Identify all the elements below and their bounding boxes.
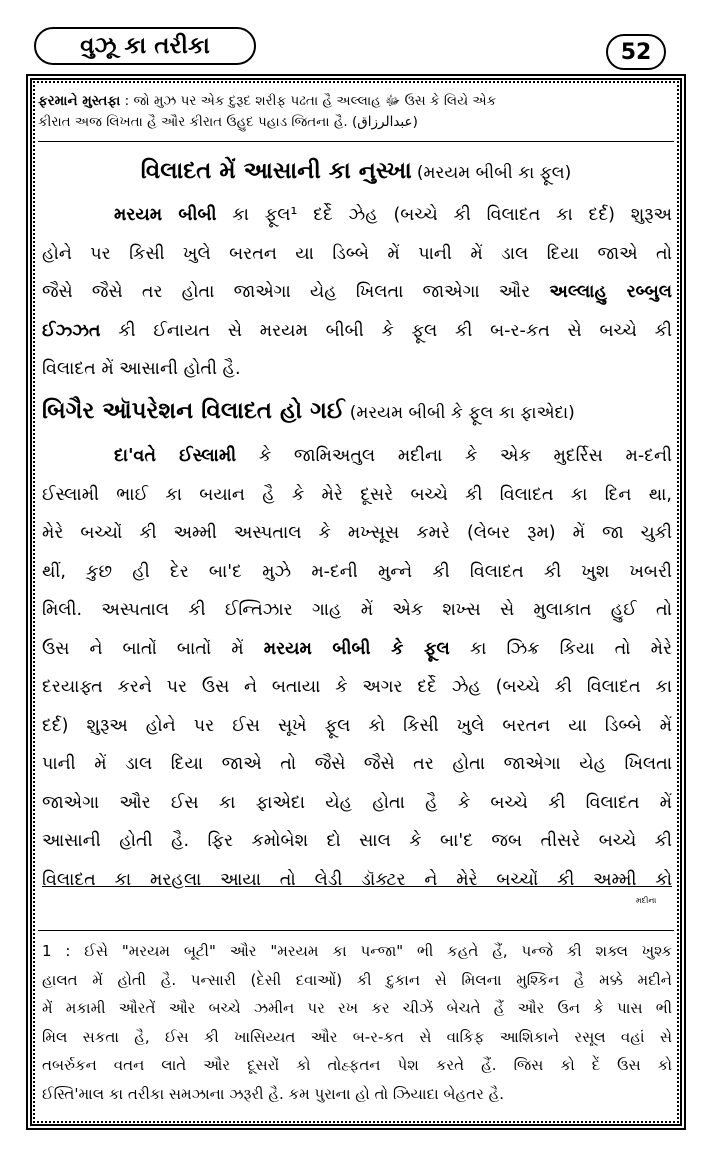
line-text: દર્દ) શુરૂઅ હોને પર ઈસ સૂખે ફૂલ કો કિસી ખુલે બરતન યા ડિબ્બે મેં: [42, 715, 672, 736]
section1-heading: [40, 158, 672, 184]
hadith-text-1: : જો મુઝ પર એક દુરૂદ શરીફ પઢતા હૈ અલ્લાહ ﷻ ઉસ કે લિયે એક: [124, 93, 497, 109]
page-number-badge: [606, 34, 666, 70]
section2-body: [42, 437, 672, 899]
line-text: કા ઝિક્ર કિયા તો મેરે: [449, 638, 672, 659]
line-text: વિલાદત કા મરહલા આયા તો લેડી ડૉક્ટર ને મેરે બચ્ચોં કી અમ્મી કો: [42, 869, 672, 890]
line-text: મેરે બચ્ચોં કી અમ્મી અસ્પતાલ કે મખ્સૂસ કમરે (લેબર રૂમ) મેં જા ચુકી: [42, 523, 672, 543]
page-number: 52: [620, 39, 652, 65]
section1-heading-main: વિલાદત મેં આસાની કા નુસ્ખા: [140, 158, 412, 184]
line-text: પાની મેં ડાલ દિયા જાએ તો જૈસે જૈસે તર હોતા જાએગા યેહ ખિલતા: [42, 754, 672, 774]
line-text: કે જામિઅતુલ મદીના કે એક મુદર્રિસ મ-દની: [236, 446, 672, 466]
text-line: [42, 273, 672, 312]
line-text: મિલી. અસ્પતાલ કી ઈન્તિઝાર ગાહ મેં એક શખ્સ સે મુલાકાત હુઈ તો: [42, 600, 672, 620]
footnote-line: 1 : ઈસે "મરયમ બૂટી" ઔર "મરયમ કા પન્જા" ભી કહતે હૈં, પન્જે કી શક્લ ખુશ્ક: [42, 942, 672, 960]
text-line: [42, 476, 672, 515]
line-text: દરયાફ્ત કરને પર ઉસ ને બતાયા કે અગર દર્દે ઝેહ (બચ્ચે કી વિલાદત કા: [42, 677, 672, 697]
footnote-line: હાલત મેં હોતી હૈ. પન્સારી (દેસી દવાઓં) કી દુકાન સે મિલના મુશ્કિન હૈ મક્કે મદીને: [42, 970, 672, 989]
bold-phrase: દા'વતે ઈસ્લામી: [114, 446, 237, 466]
hadith-text-2: કીરાત અજ લિખતા હૈ ઔર કીરાત ઉહુદ પહાડ જિતના હૈ. (عبدالرزاق): [38, 114, 418, 130]
hadith-line-2: [38, 112, 674, 133]
text-line: [42, 591, 672, 630]
bold-phrase: મરયમ બીબી કે ફૂલ: [263, 638, 450, 659]
text-line: [42, 861, 672, 900]
text-line: [42, 235, 672, 274]
text-line: [42, 514, 672, 553]
line-text: થીં, કુછ હી દેર બા'દ મુઝે મ-દની મુન્ને કી વિલાદત કી ખુશ ખબરી: [42, 561, 672, 582]
line-text: કી ઈનાયત સે મરયમ બીબી કે ફૂલ કી બ-ર-કત સે બચ્ચે કી: [100, 320, 672, 341]
footnote-line: ઈસ્તિ'માલ કા તરીકા સમઝાના ઝરૂરી હૈ. કમ પુરાના હો તો ઝિયાદા બેહતર હૈ.: [42, 1084, 505, 1103]
text-line: [42, 745, 672, 784]
text-line: [42, 822, 672, 861]
line-text: કા ફૂલ¹ દર્દે ઝેહ (બચ્ચે કી વિલાદત કા દર્દ) શુરૂઅ: [216, 205, 672, 225]
bold-phrase: મરયમ બીબી: [114, 205, 217, 225]
section2-heading: [42, 398, 674, 424]
section2-heading-sub: (મરયમ બીબી કે ફૂલ કા ફાએદા): [349, 403, 575, 423]
line-text: જૈસે જૈસે તર હોતા જાએગા યેહ ખિલતા જાએગા ઔર: [42, 282, 550, 302]
text-line: [42, 668, 672, 707]
line-text: ઈસ્લામી ભાઈ કા બયાન હૈ કે મેરે દૂસરે બચ્ચે કી વિલાદત કા દિન થા,: [42, 484, 672, 505]
text-line: [42, 784, 672, 823]
line-text: ઉસ ને બાતોં બાતોં મેં: [42, 638, 264, 659]
text-line: [42, 196, 672, 235]
section1-body: [42, 196, 672, 389]
line-text: આસાની હોતી હૈ. ફિર કમોબેશ દો સાલ કે બા'દ જબ તીસરે બચ્ચે કી: [42, 831, 672, 851]
text-line: [42, 707, 672, 746]
section1-heading-sub: (મરયમ બીબી કા ફૂલ): [416, 163, 572, 183]
section2-heading-main: બિગૈર ઑપરેશન વિલાદત હો ગઈ: [42, 398, 345, 424]
footnote: [42, 937, 672, 1108]
hadith-line-1: [38, 91, 674, 112]
line-text: હોને પર કિસી ખુલે બરતન યા ડિબ્બે મેં પાની મેં ડાલ દિયા જાએ તો: [42, 243, 672, 264]
hadith-box: [38, 91, 674, 133]
text-line: [42, 312, 672, 351]
text-line: [42, 350, 672, 389]
catchword: મદીના: [636, 896, 657, 905]
hadith-separator: [38, 141, 674, 142]
text-line: [42, 437, 672, 476]
bold-phrase: ઈઝ્ઝત: [42, 320, 101, 341]
bold-phrase: અલ્લાહુ રબ્બુલ: [549, 282, 672, 302]
footnote-line: મિલ સકતા હૈ, ઈસ કી ખાસિય્યત ઔર બ-ર-કત સે વાકિફ આશિકાને રસૂલ વહાં સે: [42, 1027, 672, 1046]
text-line: [42, 630, 672, 669]
footnote-line: તબર્રુકન વતન લાતે ઔર દૂસરોં કો તોહ્ફતન પેશ કરતે હૈં. જિસ કો દેં ઉસ કો: [42, 1056, 672, 1074]
line-text: જાએગા ઔર ઈસ કા ફાએદા યેહ હોતા હૈ કે બચ્ચે કી વિલાદત મેં: [42, 792, 672, 813]
book-title: વુઝૂ કા તરીકા: [80, 33, 210, 59]
footnote-separator: [38, 930, 674, 931]
text-line: [42, 553, 672, 592]
line-text: વિલાદત મેં આસાની હોતી હૈ.: [42, 359, 241, 379]
book-title-badge: [34, 27, 256, 65]
footnote-line: મેં મકામી ઔરતેં ઔર બચ્ચે ઝમીન પર રખ કર ચીઝેં બેચતે હૈં ઔર ઉન કે પાસ ભી: [42, 999, 672, 1017]
hadith-label: ફરમાને મુસ્તફા: [38, 93, 121, 109]
